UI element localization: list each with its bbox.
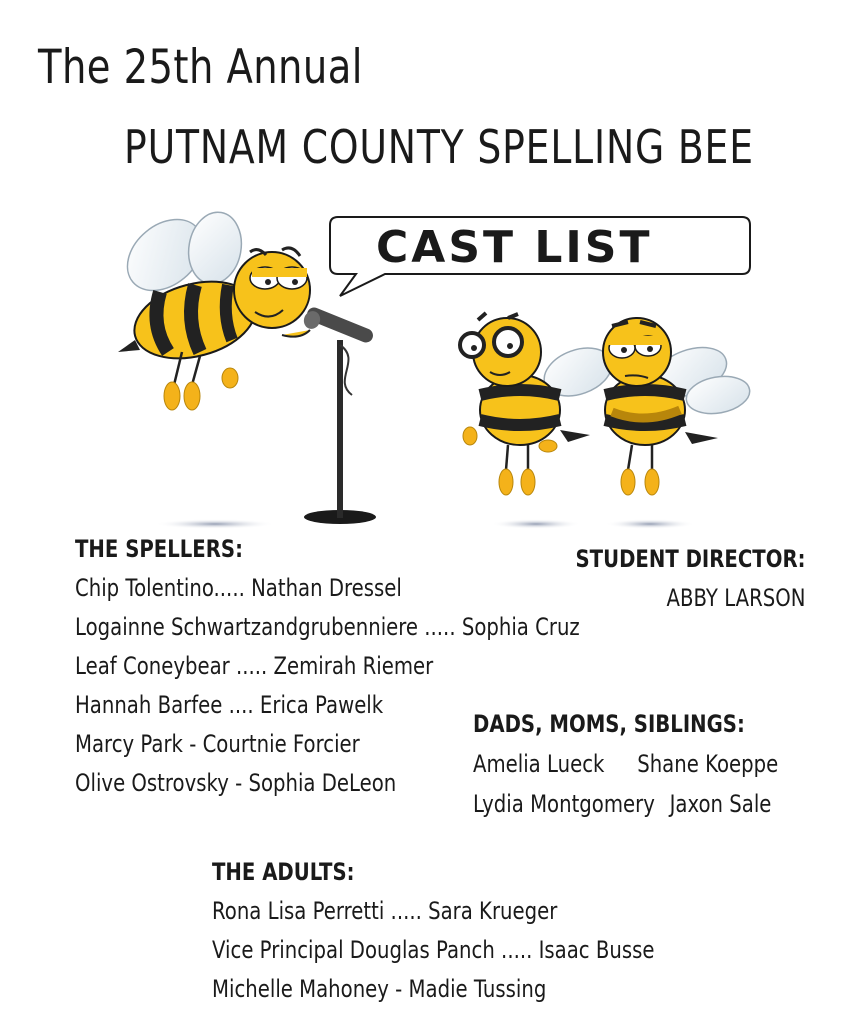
cast-line: Rona Lisa Perretti ..... Sara Krueger <box>212 897 558 925</box>
cast-line: Chip Tolentino..... Nathan Dressel <box>75 574 402 602</box>
family-row <box>473 784 778 824</box>
spellers-heading: THE SPELLERS: <box>75 535 243 563</box>
cast-line: Logainne Schwartzandgrubenniere ..... Sophia Cruz <box>75 613 580 641</box>
student-director-section <box>575 545 805 618</box>
microphone-stand-icon <box>301 305 376 524</box>
adults-section <box>212 858 654 1009</box>
title-line-1: The 25th Annual <box>38 40 363 95</box>
shadow-2 <box>491 519 581 529</box>
title-line-2: PUTNAM COUNTY SPELLING BEE <box>124 120 754 174</box>
family-row <box>473 744 778 784</box>
cast-line: Leaf Coneybear ..... Zemirah Riemer <box>75 652 434 680</box>
cast-line: Michelle Mahoney - Madie Tussing <box>212 975 547 1003</box>
cast-list-label: CAST LIST <box>376 222 653 273</box>
cast-line: Vice Principal Douglas Panch ..... Isaac Busse <box>212 936 655 964</box>
cast-line: Hannah Barfee .... Erica Pawelk <box>75 691 384 719</box>
bee-arms-crossed-icon <box>603 318 753 495</box>
family-heading: DADS, MOMS, SIBLINGS: <box>473 710 745 738</box>
cast-line: Marcy Park - Courtnie Forcier <box>75 730 360 758</box>
adults-heading: THE ADULTS: <box>212 858 355 886</box>
cast-name: Amelia Lueck <box>473 750 605 778</box>
cast-name: Jaxon Sale <box>669 790 772 818</box>
student-director-heading: STUDENT DIRECTOR: <box>575 545 805 573</box>
student-director-name: ABBY LARSON <box>666 584 805 612</box>
family-section <box>473 710 778 824</box>
cast-name: Lydia Montgomery <box>473 790 655 818</box>
cast-line: Olive Ostrovsky - Sophia DeLeon <box>75 769 397 797</box>
shadow-3 <box>605 519 695 529</box>
shadow-1 <box>155 519 275 529</box>
bee-at-microphone-icon <box>114 205 310 410</box>
bee-with-glasses-icon <box>460 313 618 495</box>
cast-name: Shane Koeppe <box>637 750 779 778</box>
